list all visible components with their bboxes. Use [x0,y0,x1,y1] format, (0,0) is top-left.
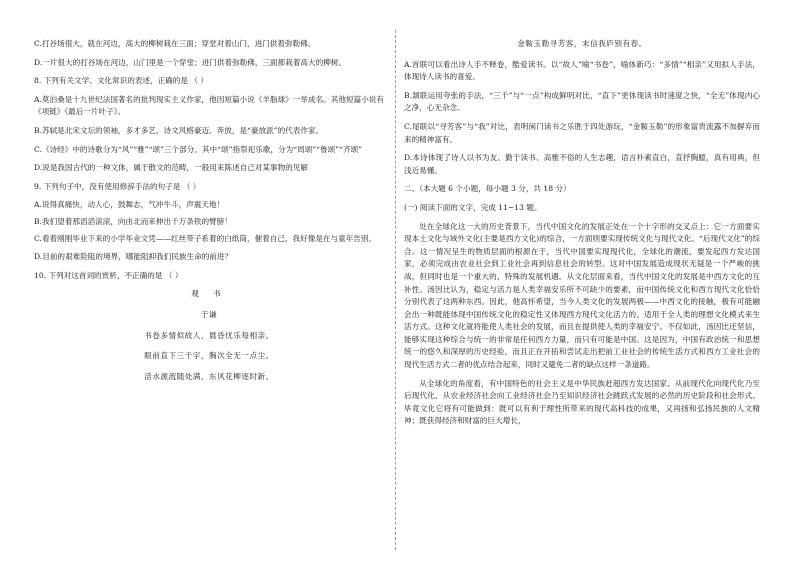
question-8-option-b: B.苏轼是北宋文坛的领袖，多才多艺，诗文风格豪迈、奔放，是“豪放派”的代表作家。 [34,125,324,135]
poem-title: 观 书 [191,289,227,299]
question-10-option-d: D.本诗体现了诗人以书为友、勤于读书、高雅不俗的人生志趣，语言朴素直白，直抒胸臆，真有用典，但浅近易懂。 [404,153,760,175]
option-c: C.打谷场很大，就在河边，高大的柳树栽在三面；穿堂对着山门，进门供着弥勒佛。 [34,39,316,48]
poem-line-1: 书卷多情似故人，晨昏忧乐每相亲。 [144,330,274,340]
question-9-option-b: B.我们望着那滔滔滚滚，向由北而来伸出千万条铁的臂膀！ [34,216,232,226]
poem-line-3: 活水源流随处满，东风花柳逐时新。 [144,371,274,381]
question-9-option-a: A.说得真痛快，动人心，鼓舞志，气冲牛斗，声震天地！ [34,200,225,210]
reading-paragraph-1: 处在全球化这一大的历史背景下，当代中国文化的发展正处在一个十字形的交叉点上：它一方面要实现本土文化与域外文化(主要是西方文化)的综合，一方面则要实现传统文化与现代文化、“后现代文化”的综合。这一情况呈生的物质层面的根源在于，当代中国要实现现代化，全球化的潮流，要发起西方发达国家，必须完成由农业社会到工业社会再到信息社会的转型。这对中国发展造成现状无疑是一个严峻的挑战，但同时也是一个重大的、特殊的发展机遇。从文化层面来看，当代中国文化的发展是中西方文化的互补性。汤因比认为，稳定与活力是人类幸福安乐所不可缺少的要素，而中国传统文化和西方现代文化恰恰分别代表了这两种东西。因此，他高怀希望，当今人类文化的发展两极——中西文化的接触，极有可能融会出一种既能体现中国传统文化的稳定性又体现西方现代文化活力的、适用于全人类的理想文化模式来生活方式。这种文化就将能使人类社会的发展，而且在提供使人类的幸福安宁。不仅如此，汤因比还坚信，能够实现这种综合与统一的非常是任何西方力量，而只有可能是中国。这是因为，中国有政治统一和思想统一的悠久和深厚的历史经验，而且正在开拓和尝试走出把前工业社会的传统生活方式和西方工业社会的现代生活方式二者的优点结合起来，同时又避免二者的缺点这样一条道路。 [404,221,760,370]
question-10-option-a: A.首联可以看出诗人手不释卷，酷爱读书。以“故人”喻“书卷”，喻体新巧：“多情”“相亲”又用拟人手法，体现诗人读书的喜爱。 [404,59,760,82]
question-9: 9. 下列句子中，没有使用修辞手法的句子是 （ ） [34,181,201,191]
reading-paragraph-2: 从全球化的角度看，有中国特色的社会主义是中华民族赶超西方发达国家、从前现代化向现代化乃至后现代化、从农业经济社会向工业经济社会乃至知识经济社会跳跃式发展的必然的历史阶段和社会形式。毕竟文化它将有可能做到：既可以有利于理性所带来的现代高科技的成果，又再扬和弘扬民族的人文精神；既获得经济和财富的巨大增长， [404,378,760,426]
question-9-option-d: D.目前的艰难险阻的境界，哪能阻抑我们民族生命的前进？ [34,252,233,262]
right-column [404,38,760,434]
column-divider [395,30,396,550]
left-column [34,38,384,391]
option-d: D.一片很大的打谷场在河边，山门里是一个穿堂；进门供着弥勒佛，三面都栽着高大的柳树。 [34,57,346,67]
poem-line-2: 眼前直下三千字，胸次全无一点尘。 [144,351,274,361]
question-8-option-d: D.说是我国古代的一种文体，属于散文的范畴，一般用来陈述自己对某事物的见解 [34,163,309,173]
poem-author: 于谦 [200,309,218,319]
section-2-heading: 二、（本大题 6 个小题，每小题 3 分，共 18 分） [404,184,571,194]
question-10-option-b: B.颔联运用夸张的手法，“三千”与“一点”构成鲜明对比，“直下”更体现读书时速度之快，“全无”体现内心之净，心无杂念。 [404,90,760,113]
question-8-option-a: A.莫泊桑是十九世纪法国著名的批判现实主义作家，他因短篇小说《羊脂球》一举成名。其他短篇小说有《项链》《最后一片叶子》。 [34,94,384,117]
question-8: 8. 下列有关文学、文化常识的表述，正确的是 （ ） [34,76,208,86]
question-8-option-c: C.《诗经》中的诗歌分为“风”“雅”“颂”三个部分。其中“颂”指祭祀乐歌，分为“周颂”“鲁颂”“齐颂” [34,144,363,154]
question-9-option-c: C.看着刚刚毕业下来的小学毕业文凭——红丝带子系着的白纸筒，催着自己，我好像是在与童年告别。 [34,233,377,243]
question-10-option-c: C.尾联以“寻芳客”与“我”对比，表明闲门读书之乐胜于四处游玩，“金鞍玉勒”的形象富贵流露不加摒弃而来的精神富有。 [404,121,760,144]
poem-line-4: 金鞍玉勒寻芳客，未信我庐别有春。 [517,39,647,48]
section-2-subheading: (一) 阅读下面的文字，完成 11~13 题。 [404,202,542,212]
question-10: 10. 下列对这首词的赏析，不正确的是 （ ） [34,270,183,280]
